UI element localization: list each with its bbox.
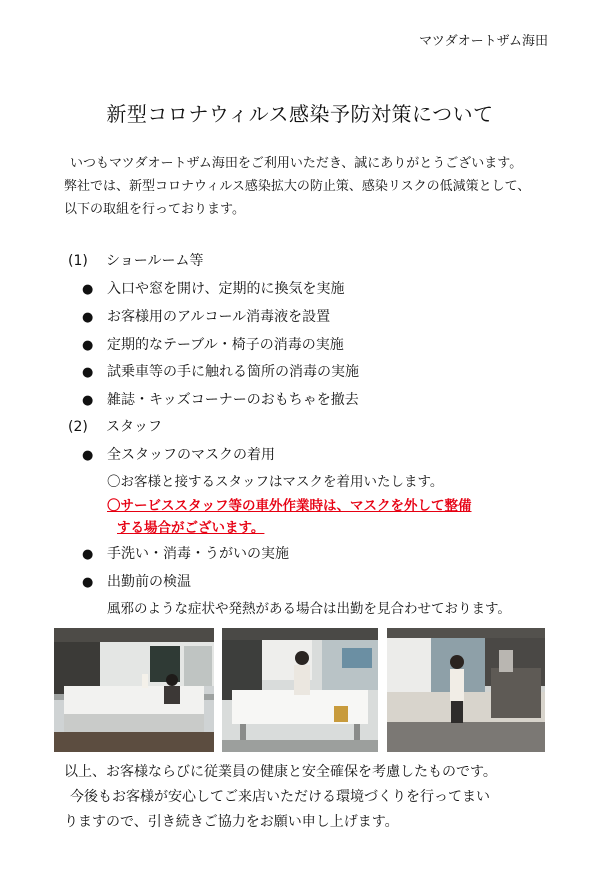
closing-paragraph [64,760,564,835]
closing-line: 今後もお客様が安心してご来店いただける環境づくりを行ってまい [70,789,490,805]
intro-line: いつもマツダオートザム海田をご利用いただき、誠にありがとうございます。 [70,156,523,171]
list-item: ● 定期的なテーブル・椅子の消毒の実施 [82,337,344,353]
temperature-note: 風邪のような症状や発熱がある場合は出勤を見合わせております。 [107,601,511,617]
mask-note: 〇お客様と接するスタッフはマスクを着用いたします。 [107,474,444,490]
mask-warning: 〇サービススタッフ等の車外作業時は、マスクを外して整備 [107,498,472,514]
closing-line: りますので、引き続きご協力をお願い申し上げます。 [64,814,399,830]
list-item: ● 全スタッフのマスクの着用 [82,447,275,463]
section-heading-showroom [68,250,203,270]
bullet-icon: ● [82,575,94,590]
intro-line: 以下の取組を行っております。 [64,202,245,217]
service-staff-photo [387,628,545,752]
section-title: スタッフ [106,419,162,435]
bullet-icon: ● [82,448,94,463]
intro-line: 弊社では、新型コロナウィルス感染拡大の防止策、感染リスクの低減策として、 [64,179,531,194]
bullet-icon: ● [82,365,94,380]
company-name: マツダオートザム海田 [419,34,548,49]
mask-warning-continued: する場合がございます。 [117,520,265,536]
list-item: ● 出勤前の検温 [82,574,191,590]
bullet-icon: ● [82,393,94,408]
section-number: (2) [68,419,88,435]
reception-counter-photo [54,628,214,752]
list-item: ● 手洗い・消毒・うがいの実施 [82,546,289,562]
section-heading-staff [68,416,162,436]
bullet-icon: ● [82,547,94,562]
list-item: ● 試乗車等の手に触れる箇所の消毒の実施 [82,364,359,380]
section-number: (1) [68,253,88,269]
intro-paragraph [64,152,564,221]
list-item: ● お客様用のアルコール消毒液を設置 [82,309,331,325]
bullet-icon: ● [82,338,94,353]
list-item: ● 雑誌・キッズコーナーのおもちゃを撤去 [82,392,359,408]
closing-line: 以上、お客様ならびに従業員の健康と安全確保を考慮したものです。 [64,764,497,780]
bullet-icon: ● [82,282,94,297]
section-title: ショールーム等 [106,253,204,269]
list-item: ● 入口や窓を開け、定期的に換気を実施 [82,281,345,297]
bullet-icon: ● [82,310,94,325]
table-disinfection-photo [222,628,378,752]
page-title: 新型コロナウィルス感染予防対策について [106,102,494,126]
